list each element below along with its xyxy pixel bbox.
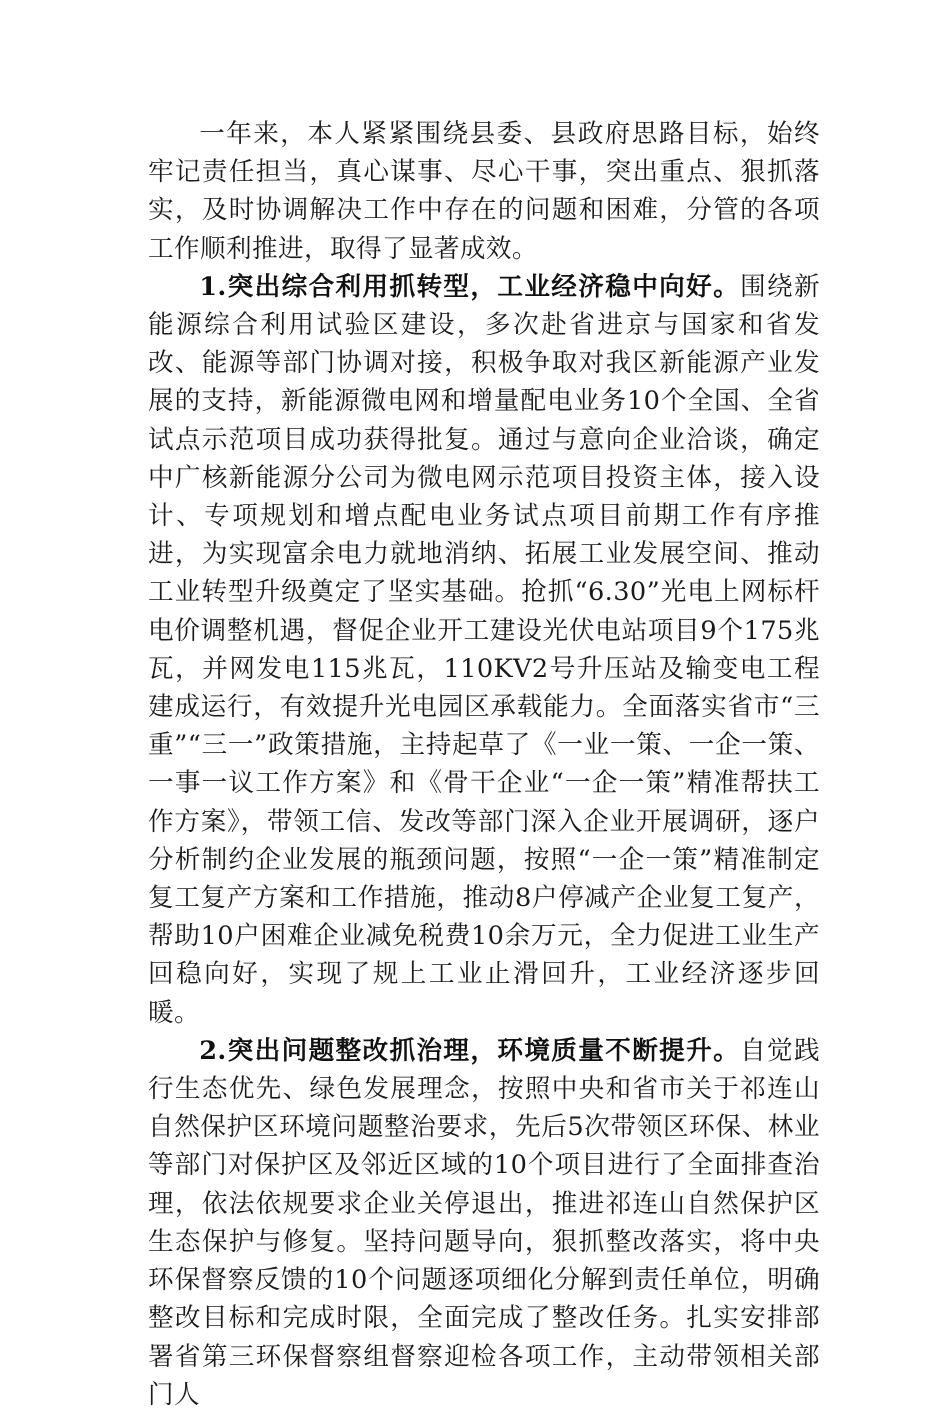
section-2-paragraph xyxy=(148,1032,820,1414)
intro-paragraph xyxy=(148,115,820,268)
section-1-heading: 1.突出综合利用抓转型，工业经济稳中向好。 xyxy=(199,271,741,302)
document-page xyxy=(148,115,820,1414)
intro-text: 一年来，本人紧紧围绕县委、县政府思路目标，始终牢记责任担当，真心谋事、尽心干事，突出重点、狠抓落实，及时协调解决工作中存在的问题和困难，分管的各项工作顺利推进，取得了显著成效。 xyxy=(148,119,820,264)
section-2-body: 自觉践行生态优先、绿色发展理念，按照中央和省市关于祁连山自然保护区环境问题整治要求，先后5次带领区环保、林业等部门对保护区及邻近区域的10个项目进行了全面排查治理，依法依规要求企业关停退出，推进祁连山自然保护区生态保护与修复。坚持问题导向，狠抓整改落实，将中央环保督察反馈的10个问题逐项细化分解到责任单位，明确整改目标和完成时限，全面完成了整改任务。扎实安排部署省第三环保督察组督察迎检各项工作，主动带领相关部门人 xyxy=(148,1035,820,1410)
section-1-body: 围绕新能源综合利用试验区建设，多次赴省进京与国家和省发改、能源等部门协调对接，积极争取对我区新能源产业发展的支持，新能源微电网和增量配电业务10个全国、全省试点示范项目成功获得批复。通过与意向企业洽谈，确定中广核新能源分公司为微电网示范项目投资主体，接入设计、专项规划和增点配电业务试点项目前期工作有序推进，为实现富余电力就地消纳、拓展工业发展空间、推动工业转型升级奠定了坚实基础。抢抓“6.30”光电上网标杆电价调整机遇，督促企业开工建设光伏电站项目9个175兆瓦，并网发电115兆瓦，110KV2号升压站及输变电工程建成运行，有效提升光电园区承载能力。全面落实省市“三重”“三一”政策措施，主持起草了《一业一策、一企一策、一事一议工作方案》和《骨干企业“一企一策”精准帮扶工作方案》，带领工信、发改等部门深入企业开展调研，逐户分析制约企业发展的瓶颈问题，按照“一企一策”精准制定复工复产方案和工作措施，推动8户停减产企业复工复产，帮助10户困难企业减免税费10余万元，全力促进工业生产回稳向好，实现了规上工业止滑回升，工业经济逐步回暖。 xyxy=(148,271,820,1028)
section-1-paragraph xyxy=(148,268,820,1032)
section-2-heading: 2.突出问题整改抓治理，环境质量不断提升。 xyxy=(199,1035,741,1066)
